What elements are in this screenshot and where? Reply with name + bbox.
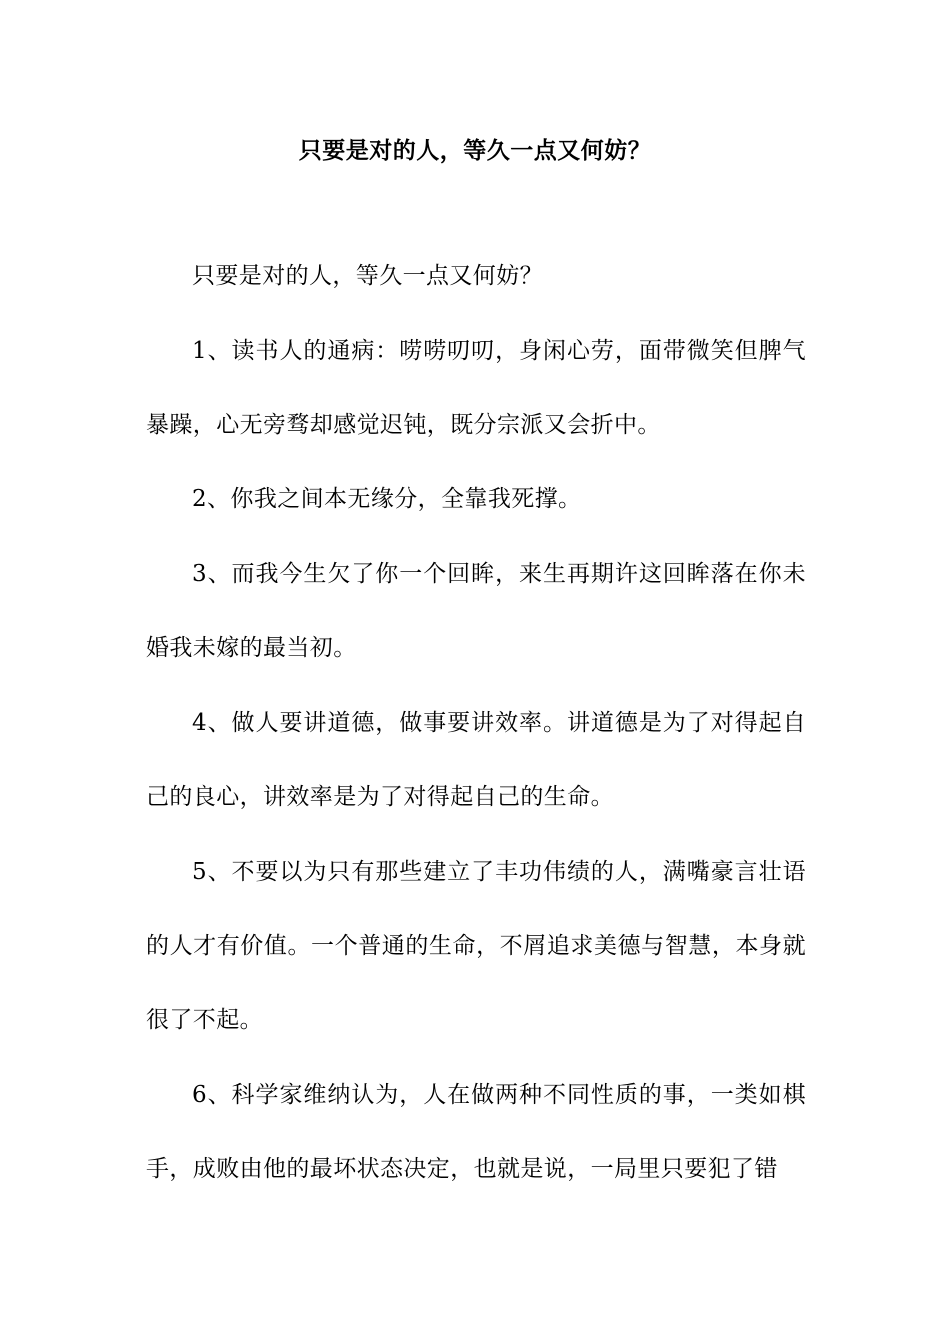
paragraph-1: 1、读书人的通病：唠唠叨叨，身闲心劳，面带微笑但脾气暴躁，心无旁骛却感觉迟钝，既分宗派又会折中。 (146, 338, 806, 438)
paragraph-4: 4、做人要讲道德，做事要讲效率。讲道德是为了对得起自己的良心，讲效率是为了对得起自己的生命。 (146, 710, 806, 810)
paragraph-intro: 只要是对的人，等久一点又何妨？ (192, 263, 543, 289)
document-title: 只要是对的人，等久一点又何妨？ (298, 138, 652, 164)
paragraph-6: 6、科学家维纳认为，人在做两种不同性质的事，一类如棋手，成败由他的最坏状态决定，也就是说，一局里只要犯了错 (146, 1082, 806, 1182)
paragraph-2: 2、你我之间本无缘分，全靠我死撑。 (192, 486, 582, 512)
paragraph-3: 3、而我今生欠了你一个回眸，来生再期许这回眸落在你未婚我未嫁的最当初。 (146, 561, 806, 661)
document-body (146, 258, 806, 1225)
paragraph-5: 5、不要以为只有那些建立了丰功伟绩的人，满嘴豪言壮语的人才有价值。一个普通的生命，不屑追求美德与智慧，本身就很了不起。 (146, 859, 806, 1033)
